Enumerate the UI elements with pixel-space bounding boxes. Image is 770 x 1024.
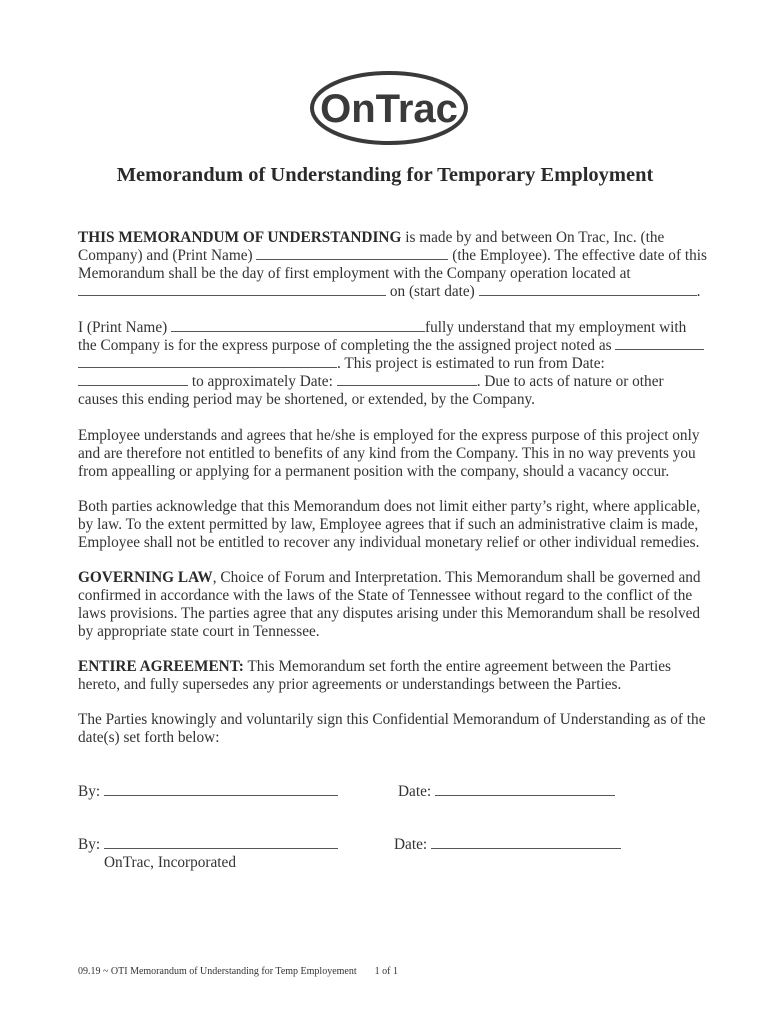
p1-line-4: on (start date) .: [78, 283, 700, 301]
p3-line-2: and are therefore not entitled to benefits of any kind from the Company. This in no way prevents you: [78, 445, 696, 462]
project-field-part-2[interactable]: [78, 355, 337, 368]
project-field-part-1[interactable]: [615, 337, 704, 350]
p2-line-1: I (Print Name) fully understand that my employment with: [78, 319, 687, 336]
employee-name-field[interactable]: [256, 247, 448, 260]
company-date-field[interactable]: [431, 836, 621, 849]
by-label: By:: [78, 783, 104, 800]
company-signature-field[interactable]: [104, 836, 338, 849]
p2-line-5: causes this ending period may be shortened, or extended, by the Company.: [78, 391, 535, 408]
logo-wordmark: OnTrac: [320, 87, 458, 131]
p5-line-1: GOVERNING LAW, Choice of Forum and Interpretation. This Memorandum shall be governed and: [78, 569, 701, 586]
signature-line-company: [78, 836, 338, 854]
p6-line-2: hereto, and fully supersedes any prior agreements or understandings between the Parties.: [78, 676, 622, 693]
p3-line-3: from appealling or applying for a permanent position with the company, should a vacancy occur.: [78, 463, 670, 480]
p5-line-3: laws provisions. The parties agree that any disputes arising under this Memorandum shall be resolved: [78, 605, 701, 622]
p4-line-2: by law. To the extent permitted by law, Employee agrees that if such an administrative claim is made,: [78, 516, 699, 533]
ontrac-logo: [309, 70, 469, 146]
by-label: By:: [78, 836, 104, 853]
footer-text: 09.19 ~ OTI Memorandum of Understanding for Temp Employement: [78, 966, 357, 977]
p2-line-2: the Company is for the express purpose of completing the the assigned project noted as: [78, 337, 704, 355]
p3-line-1: Employee understands and agrees that he/she is employed for the express purpose of this project only: [78, 427, 700, 444]
employee-date-field[interactable]: [435, 783, 615, 796]
company-name: OnTrac, Incorporated: [104, 854, 236, 871]
p1-line-1: THIS MEMORANDUM OF UNDERSTANDING is made by and between On Trac, Inc. (the: [78, 229, 665, 246]
date-line-company: [394, 836, 621, 854]
p4-line-3: Employee shall not be entitled to recover any individual monetary relief or other individual remedies.: [78, 534, 700, 551]
p7-line-2: date(s) set forth below:: [78, 729, 220, 746]
employee-signature-field[interactable]: [104, 783, 338, 796]
p5-line-4: by appropriate state court in Tennessee.: [78, 623, 320, 640]
p7-line-1: The Parties knowingly and voluntarily sign this Confidential Memorandum of Understanding as of the: [78, 711, 706, 728]
document-title: Memorandum of Understanding for Temporary Employment: [116, 164, 654, 186]
from-date-field[interactable]: [78, 373, 188, 386]
date-line-employee: [398, 783, 615, 801]
p5-line-2: confirmed in accordance with the laws of the State of Tennessee without regard to the conflict of the: [78, 587, 693, 604]
date-label: Date:: [394, 836, 431, 853]
signature-line-employee: [78, 783, 338, 801]
page-number: 1 of 1: [374, 966, 398, 977]
location-field[interactable]: [78, 283, 386, 296]
p2-line-4: to approximately Date: . Due to acts of nature or other: [78, 373, 664, 391]
p1-line-3: Memorandum shall be the day of first employment with the Company operation located at: [78, 265, 631, 282]
p2-line-3: . This project is estimated to run from Date:: [78, 355, 605, 373]
to-date-field[interactable]: [337, 373, 477, 386]
p4-line-1: Both parties acknowledge that this Memorandum does not limit either party’s right, where applicable,: [78, 498, 701, 515]
p6-line-1: ENTIRE AGREEMENT: This Memorandum set forth the entire agreement between the Parties: [78, 658, 671, 675]
footer: [78, 966, 398, 977]
print-name-field[interactable]: [171, 319, 425, 332]
p1-line-2: Company) and (Print Name) (the Employee). The effective date of this: [78, 247, 707, 264]
start-date-field[interactable]: [479, 283, 697, 296]
date-label: Date:: [398, 783, 435, 800]
